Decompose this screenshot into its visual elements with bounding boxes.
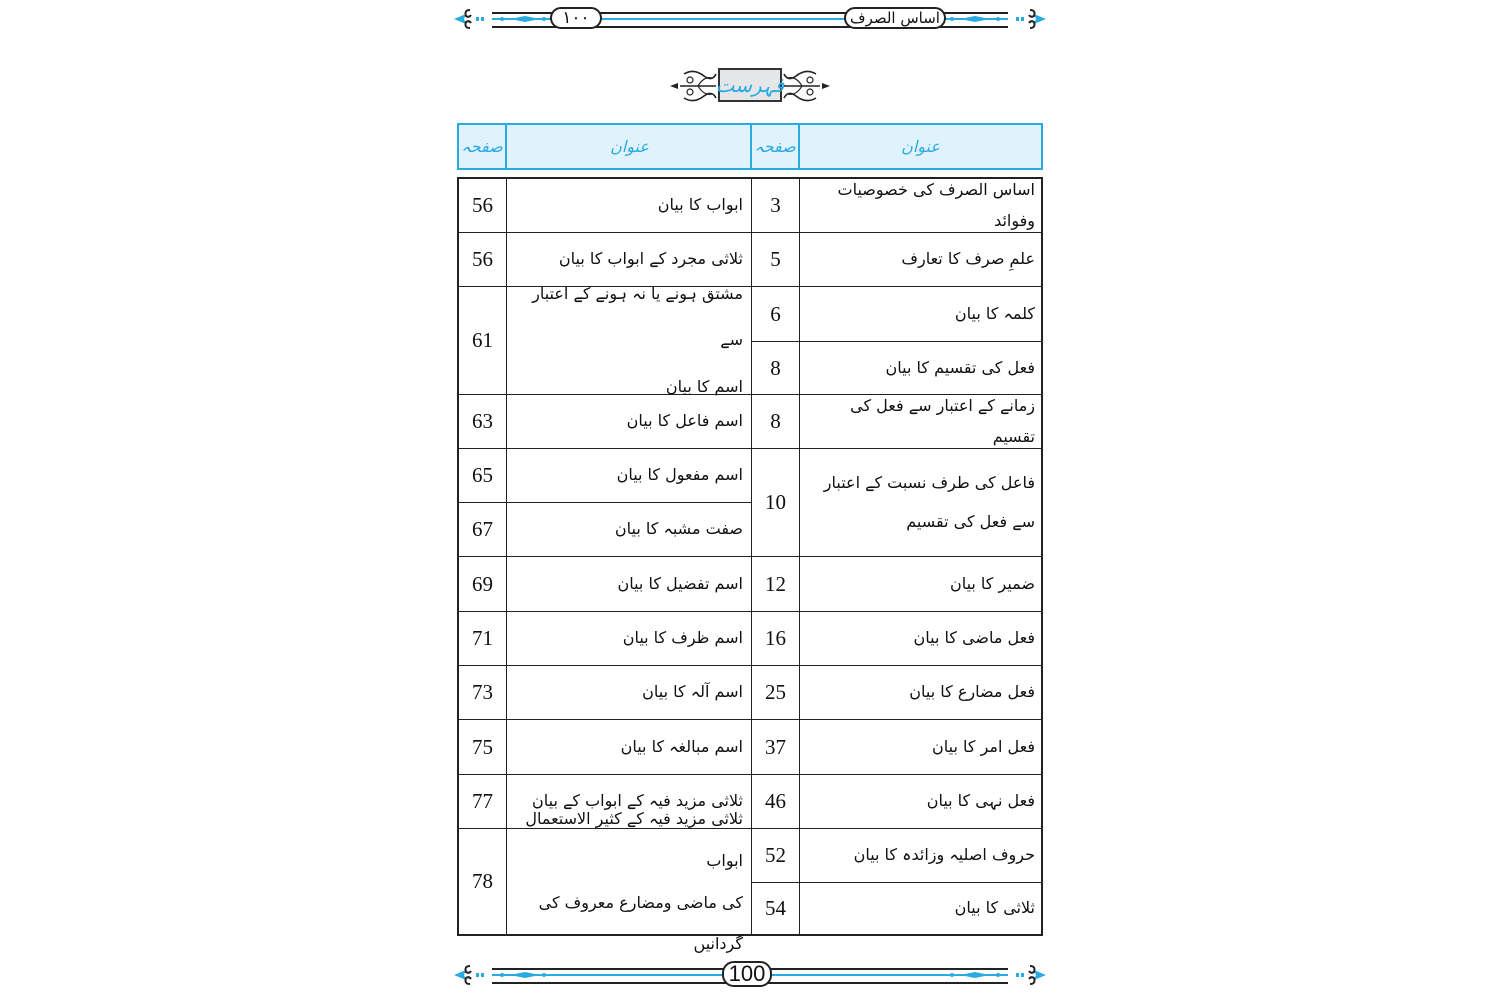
toc-entry-page: 25 (752, 666, 800, 720)
book-title: اساس الصرف (844, 7, 946, 29)
toc-entry-topic[interactable]: اسم مبالغہ کا بیان (507, 720, 752, 775)
toc-entry-topic[interactable] (507, 283, 752, 396)
toc-entry-page: 8 (752, 342, 800, 395)
toc-entry-page: 78 (459, 829, 507, 934)
ornament-dot-icon (996, 17, 1000, 21)
toc-entry-topic[interactable]: اسم فاعل کا بیان (507, 395, 752, 449)
flourish-left-icon (452, 6, 492, 32)
toc-entry-topic[interactable]: ثلاثی مجرد کے ابواب کا بیان (507, 233, 752, 287)
toc-table (457, 177, 1043, 954)
ornament-dot-icon (950, 17, 954, 21)
ornament-dot-icon (950, 973, 954, 977)
toc-entry-topic-line: ثلاثی مزید فیہ کے کثیر الاستعمال ابواب (525, 809, 743, 870)
column-header-topic-right: عنوان (901, 137, 940, 156)
ornament-dot-icon (996, 973, 1000, 977)
toc-entry-topic[interactable]: اسم مفعول کا بیان (507, 449, 752, 503)
toc-entry-page: 77 (459, 775, 507, 829)
toc-entry-topic[interactable]: اسم تفضیل کا بیان (507, 557, 752, 612)
flourish-left-icon (452, 962, 492, 988)
toc-entry-page: 65 (459, 449, 507, 503)
toc-entry-topic[interactable]: ضمیر کا بیان (800, 557, 1043, 612)
toc-entry-page: 56 (459, 233, 507, 287)
toc-entry-topic-line: مشتق ہونے یا نہ ہونے کے اعتبار سے (532, 283, 743, 350)
column-header-page-left: صفحہ (461, 137, 503, 156)
ornament-dot-icon (542, 17, 546, 21)
toc-entry-topic[interactable]: اساس الصرف کی خصوصیات وفوائد (800, 179, 1043, 233)
toc-entry-topic[interactable]: کلمہ کا بیان (800, 287, 1043, 342)
heading-title: فہرست (718, 68, 782, 102)
toc-entry-topic[interactable]: صفت مشبہ کا بیان (507, 503, 752, 557)
toc-entry-topic[interactable]: اسم آلہ کا بیان (507, 666, 752, 720)
running-header (452, 6, 1048, 32)
toc-entry-page: 8 (752, 395, 800, 449)
toc-entry-topic[interactable]: اسم ظرف کا بیان (507, 612, 752, 666)
toc-entry-topic[interactable]: فعل مضارع کا بیان (800, 666, 1043, 720)
toc-entry-topic[interactable]: ثلاثی کا بیان (954, 898, 1035, 918)
toc-entry-topic[interactable]: حروف اصلیہ وزائدہ کا بیان (800, 829, 1043, 883)
toc-entry-topic[interactable]: ابواب کا بیان (507, 179, 752, 233)
table-header (457, 123, 1043, 170)
toc-entry-page: 37 (752, 720, 800, 775)
toc-entry-page: 10 (752, 449, 800, 557)
running-footer (452, 962, 1048, 988)
toc-entry-topic[interactable]: فعل نہی کا بیان (800, 775, 1043, 829)
toc-entry-topic[interactable]: فعل کی تقسیم کا بیان (800, 342, 1043, 395)
toc-entry-topic[interactable]: ثلاثی مزید فیہ کے ابواب کے بیان (507, 775, 752, 829)
toc-entry-page: 75 (459, 720, 507, 775)
toc-entry-topic[interactable]: علمِ صرف کا تعارف (800, 233, 1043, 287)
footer-page-number: 100 (722, 961, 772, 987)
toc-entry-page: 63 (459, 395, 507, 449)
toc-entry-page: 56 (459, 179, 507, 233)
ornament-right-icon (782, 66, 832, 106)
toc-entry-topic-line: کی ماضی ومضارع معروف کی گردانیں (538, 892, 743, 954)
toc-entry-page: 12 (752, 557, 800, 612)
header-page-number: ۱۰۰ (550, 7, 602, 29)
toc-entry-page: 6 (752, 287, 800, 342)
toc-entry-page: 71 (459, 612, 507, 666)
toc-entry-page: 61 (459, 287, 507, 395)
toc-entry-topic[interactable] (507, 809, 752, 954)
toc-entry-topic[interactable]: فعل ماضی کا بیان (800, 612, 1043, 666)
toc-entry-page: 3 (752, 179, 800, 233)
column-header-page-right: صفحہ (754, 137, 796, 156)
ornament-dot-icon (500, 17, 504, 21)
toc-entry-page: 16 (752, 612, 800, 666)
ornament-left-icon (668, 66, 718, 106)
toc-entry-page: 54 (752, 883, 800, 934)
ornament-dot-icon (500, 973, 504, 977)
flourish-right-icon (1008, 6, 1048, 32)
flourish-right-icon (1008, 962, 1048, 988)
toc-entry-topic-line: اسم کا بیان (665, 376, 743, 396)
toc-entry-topic[interactable]: فاعل کی طرف نسبت کے اعتبار سے فعل کی تقسیم (800, 449, 1043, 557)
column-header-topic-left: عنوان (610, 137, 649, 156)
toc-entry-page: 67 (459, 503, 507, 557)
ornament-dot-icon (542, 973, 546, 977)
page-heading (668, 64, 832, 108)
toc-entry-page: 5 (752, 233, 800, 287)
toc-entry-topic[interactable]: فعل امر کا بیان (800, 720, 1043, 775)
toc-entry-page: 73 (459, 666, 507, 720)
toc-entry-page: 52 (752, 829, 800, 883)
toc-entry-page: 46 (752, 775, 800, 829)
toc-entry-page: 69 (459, 557, 507, 612)
toc-entry-topic[interactable]: زمانے کے اعتبار سے فعل کی تقسیم (800, 395, 1043, 449)
